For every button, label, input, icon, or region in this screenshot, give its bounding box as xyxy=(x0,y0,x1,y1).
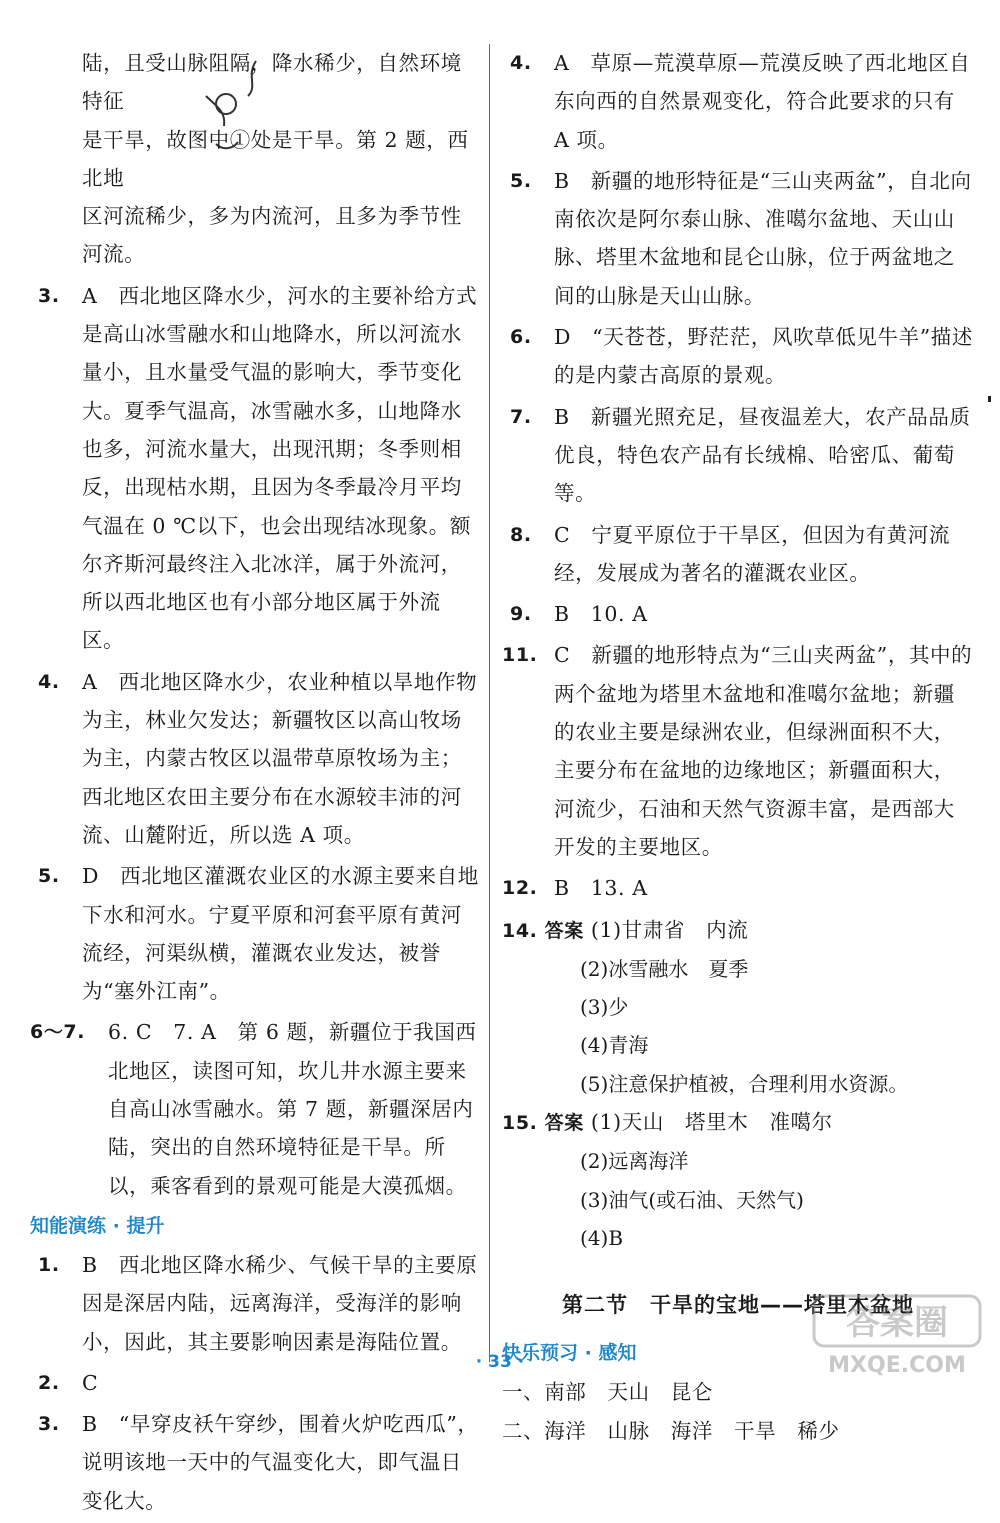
answer-item xyxy=(502,595,974,633)
answer-item xyxy=(30,663,482,854)
answer-block-15 xyxy=(502,1103,974,1142)
answer-line: (1)甘肃省 内流 xyxy=(590,917,749,942)
item-text: B 10. A xyxy=(554,602,648,627)
text-line: 区河流稀少，多为内流河，且多为季节性 xyxy=(82,204,462,229)
item-number: 8. xyxy=(510,523,532,546)
answer-item xyxy=(502,44,974,159)
text-line: 是干旱，故图中①处是干旱。第 2 题，西北地 xyxy=(82,127,469,190)
item-text: B 13. A xyxy=(554,876,648,901)
item-number: 4. xyxy=(38,670,60,693)
answer-item xyxy=(30,1013,482,1204)
preview-line: 二、海洋 山脉 海洋 干旱 稀少 xyxy=(502,1418,840,1443)
preview-line: 一、南部 天山 昆仑 xyxy=(502,1380,713,1405)
item-number: 6～7. xyxy=(30,1021,86,1044)
answer-item xyxy=(502,162,974,315)
answer-line: (3)少 xyxy=(580,995,629,1020)
text-line: 陆，且受山脉阻隔，降水稀少，自然环境特征 xyxy=(82,51,462,114)
item-text: A 草原—荒漠草原—荒漠反映了西北地区自东向西的自然景观变化，符合此要求的只有 A 项。 xyxy=(554,51,971,152)
text-line: 河流。 xyxy=(82,242,146,267)
item-number: 1. xyxy=(38,1253,60,1276)
answer-line: (3)油气(或石油、天然气) xyxy=(580,1187,804,1212)
answer-item xyxy=(30,277,482,660)
answer-line: (5)注意保护植被，合理利用水资源。 xyxy=(580,1071,909,1096)
item-number: 11. xyxy=(502,644,538,667)
item-number: 4. xyxy=(510,52,532,74)
answer-label: 答案 xyxy=(544,1112,584,1135)
left-column xyxy=(30,44,482,1523)
item-text: B 西北地区降水稀少、气候干旱的主要原因是深居内陆，远离海洋，受海洋的影响小，因此，其主要影响因素是海陆位置。 xyxy=(82,1252,478,1354)
section-heading: 知能演练 · 提升 xyxy=(30,1214,165,1237)
answer-item xyxy=(502,636,974,866)
answer-line: (2)远离海洋 xyxy=(580,1149,689,1174)
item-text: C 新疆的地形特点为“三山夹两盆”，其中的两个盆地为塔里木盆地和准噶尔盆地；新疆的农业主要是绿洲农业，但绿洲面积不大，主要分布在盆地的边缘地区；新疆面积大，河流少，石油和天然气资源丰富，是西部大开发的主要地区。 xyxy=(554,643,973,859)
item-number: 3. xyxy=(38,284,60,307)
svg-text:MXQE.COM: MXQE.COM xyxy=(828,1353,966,1378)
answer-line: (2)冰雪融水 夏季 xyxy=(580,956,749,981)
item-text: C 宁夏平原位于干旱区，但因为有黄河流经，发展成为著名的灌溉农业区。 xyxy=(554,522,951,585)
answer-block-14 xyxy=(502,911,974,950)
answer-item xyxy=(502,516,974,593)
column-divider xyxy=(489,44,490,1362)
answer-item xyxy=(502,398,974,513)
answer-line: (4)青海 xyxy=(580,1033,649,1058)
item-text: A 西北地区降水少，农业种植以旱地作物为主，林业欠发达；新疆牧区以高山牧场为主，内蒙古牧区以温带草原牧场为主；西北地区农田主要分布在水源较丰沛的河流、山麓附近，所以选 A 项。 xyxy=(82,669,478,847)
item-text: B “早穿皮袄午穿纱，围着火炉吃西瓜”，说明该地一天中的气温变化大，即气温日变化大。 xyxy=(82,1412,479,1513)
answer-item xyxy=(502,318,974,395)
item-text: B 新疆的地形特征是“三山夹两盆”，自北向南依次是阿尔泰山脉、准噶尔盆地、天山山脉、塔里木盆地和昆仑山脉，位于两盆地之间的山脉是天山山脉。 xyxy=(554,168,972,308)
item-number: 9. xyxy=(510,603,532,626)
answer-line: (4)B xyxy=(580,1225,624,1250)
right-column xyxy=(502,44,974,1450)
item-number: 14. xyxy=(502,919,538,942)
answer-label: 答案 xyxy=(544,919,584,942)
answer-line: (1)天山 塔里木 准噶尔 xyxy=(590,1110,833,1135)
answer-item xyxy=(30,1246,482,1361)
item-number: 7. xyxy=(510,405,532,428)
watermark-logo xyxy=(812,1292,982,1378)
svg-text:答案圈: 答案圈 xyxy=(846,1303,948,1343)
item-number: 15. xyxy=(502,1112,538,1135)
item-text: C xyxy=(82,1370,99,1395)
intro-paragraph xyxy=(30,44,482,274)
stray-mark xyxy=(988,396,991,402)
item-number: 5. xyxy=(38,865,60,888)
item-number: 12. xyxy=(502,877,538,900)
item-number: 2. xyxy=(38,1371,60,1394)
item-text: D 西北地区灌溉农业区的水源主要来自地下水和河水。宁夏平原和河套平原有黄河流经，河渠纵横，灌溉农业发达，被誉为“塞外江南”。 xyxy=(82,864,479,1004)
item-text: A 西北地区降水少，河水的主要补给方式是高山冰雪融水和山地降水，所以河流水量小，且水量受气温的影响大，季节变化大。夏季气温高，冰雪融水多，山地降水也多，河流水量大，出现汛期；冬季则相反，出现枯水期，且因为冬季最冷月平均气温在 0 ℃以下，也会出现结冰现象。额尔齐斯河最终注入北冰洋，属于外流河，所以西北地区也有小部分地区属于外流区。 xyxy=(82,283,478,653)
answer-item xyxy=(30,1405,482,1520)
item-text: D “天苍苍，野茫茫，风吹草低见牛羊”描述的是内蒙古高原的景观。 xyxy=(554,325,973,388)
answer-item xyxy=(502,869,974,907)
section-title: 第二节 干旱的宝地——塔里木盆地 xyxy=(562,1293,914,1318)
item-text: B 新疆光照充足，昼夜温差大，农产品品质优良，特色农产品有长绒棉、哈密瓜、葡萄等。 xyxy=(554,404,971,506)
page-number: · 33 · xyxy=(475,1352,525,1372)
answer-item xyxy=(30,857,482,1010)
item-text: 6. C 7. A 第 6 题，新疆位于我国西北地区，读图可知，坎儿井水源主要来自高山冰雪融水。第 7 题，新疆深居内陆，突出的自然环境特征是干旱。所以，乘客看到的景观可能是大漠孤烟。 xyxy=(108,1020,477,1198)
item-number: 5. xyxy=(510,169,532,192)
item-number: 3. xyxy=(38,1413,60,1436)
item-number: 6. xyxy=(510,326,532,349)
section-heading: 快乐预习 · 感知 xyxy=(502,1342,637,1365)
